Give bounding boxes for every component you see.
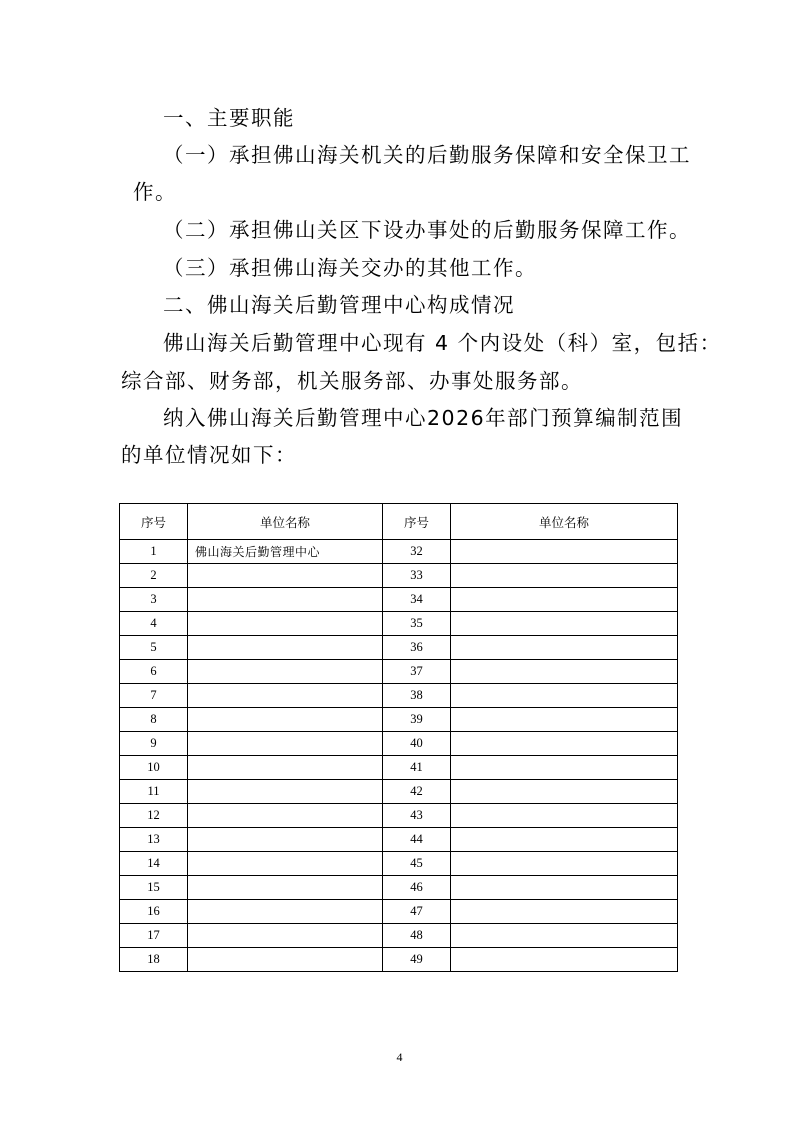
row-seq-right: 43 — [383, 804, 451, 828]
row-seq-left: 14 — [120, 852, 188, 876]
row-unit-name-left — [188, 804, 383, 828]
row-unit-name-right — [451, 708, 678, 732]
units-table — [119, 503, 678, 972]
row-seq-right: 49 — [383, 948, 451, 972]
row-seq-left: 10 — [120, 756, 188, 780]
row-seq-right: 36 — [383, 636, 451, 660]
table-row — [120, 900, 678, 924]
row-seq-left: 3 — [120, 588, 188, 612]
row-seq-left: 7 — [120, 684, 188, 708]
row-unit-name-right — [451, 540, 678, 564]
row-unit-name-right — [451, 828, 678, 852]
row-unit-name-right — [451, 948, 678, 972]
function-item-1-line-2: 作。 — [133, 180, 177, 204]
row-unit-name-left — [188, 948, 383, 972]
row-unit-name-left — [188, 876, 383, 900]
row-seq-left: 5 — [120, 636, 188, 660]
table-row — [120, 684, 678, 708]
row-seq-left: 2 — [120, 564, 188, 588]
table-header-row — [120, 504, 678, 540]
row-unit-name-left: 佛山海关后勤管理中心 — [188, 540, 383, 564]
row-seq-right: 42 — [383, 780, 451, 804]
row-unit-name-left — [188, 852, 383, 876]
row-unit-name-right — [451, 924, 678, 948]
row-unit-name-right — [451, 732, 678, 756]
row-unit-name-left — [188, 900, 383, 924]
table-row — [120, 540, 678, 564]
table-row — [120, 948, 678, 972]
table-row — [120, 828, 678, 852]
row-unit-name-left — [188, 660, 383, 684]
composition-text-line-2: 综合部、财务部，机关服务部、办事处服务部。 — [121, 369, 583, 393]
row-unit-name-left — [188, 564, 383, 588]
page-number: 4 — [396, 1050, 403, 1064]
row-unit-name-right — [451, 564, 678, 588]
row-seq-left: 6 — [120, 660, 188, 684]
header-seq-right: 序号 — [383, 504, 451, 540]
section-heading-main-functions: 一、主要职能 — [163, 106, 295, 130]
row-seq-right: 37 — [383, 660, 451, 684]
row-seq-right: 40 — [383, 732, 451, 756]
function-item-1-line-1: （一）承担佛山海关机关的后勤服务保障和安全保卫工 — [163, 143, 691, 167]
header-unit-name-left: 单位名称 — [188, 504, 383, 540]
row-seq-right: 41 — [383, 756, 451, 780]
row-unit-name-right — [451, 636, 678, 660]
table-row — [120, 588, 678, 612]
row-unit-name-left — [188, 684, 383, 708]
table-row — [120, 564, 678, 588]
row-unit-name-right — [451, 756, 678, 780]
units-table-body — [120, 540, 678, 972]
row-seq-right: 47 — [383, 900, 451, 924]
row-unit-name-right — [451, 684, 678, 708]
table-row — [120, 708, 678, 732]
row-unit-name-right — [451, 780, 678, 804]
scope-text-line-2: 的单位情况如下： — [121, 443, 297, 467]
row-seq-right: 48 — [383, 924, 451, 948]
function-item-3: （三）承担佛山海关交办的其他工作。 — [163, 256, 537, 280]
row-unit-name-right — [451, 660, 678, 684]
row-seq-left: 15 — [120, 876, 188, 900]
table-row — [120, 804, 678, 828]
row-unit-name-right — [451, 900, 678, 924]
row-seq-left: 16 — [120, 900, 188, 924]
row-seq-left: 1 — [120, 540, 188, 564]
row-unit-name-left — [188, 612, 383, 636]
row-unit-name-left — [188, 924, 383, 948]
row-seq-right: 32 — [383, 540, 451, 564]
table-row — [120, 924, 678, 948]
row-seq-right: 46 — [383, 876, 451, 900]
row-seq-left: 12 — [120, 804, 188, 828]
table-row — [120, 636, 678, 660]
row-seq-left: 8 — [120, 708, 188, 732]
row-seq-right: 44 — [383, 828, 451, 852]
table-row — [120, 852, 678, 876]
table-row — [120, 876, 678, 900]
row-seq-right: 33 — [383, 564, 451, 588]
row-seq-right: 38 — [383, 684, 451, 708]
row-seq-right: 39 — [383, 708, 451, 732]
row-seq-right: 34 — [383, 588, 451, 612]
table-row — [120, 732, 678, 756]
table-row — [120, 660, 678, 684]
section-heading-composition: 二、佛山海关后勤管理中心构成情况 — [163, 293, 515, 317]
row-unit-name-left — [188, 588, 383, 612]
row-seq-left: 17 — [120, 924, 188, 948]
row-seq-left: 4 — [120, 612, 188, 636]
row-unit-name-right — [451, 612, 678, 636]
function-item-2: （二）承担佛山关区下设办事处的后勤服务保障工作。 — [163, 218, 691, 242]
row-seq-left: 11 — [120, 780, 188, 804]
row-unit-name-left — [188, 756, 383, 780]
row-unit-name-right — [451, 804, 678, 828]
header-unit-name-right: 单位名称 — [451, 504, 678, 540]
row-unit-name-left — [188, 732, 383, 756]
row-unit-name-right — [451, 852, 678, 876]
row-unit-name-left — [188, 780, 383, 804]
row-seq-right: 35 — [383, 612, 451, 636]
table-row — [120, 780, 678, 804]
row-unit-name-left — [188, 636, 383, 660]
row-unit-name-left — [188, 828, 383, 852]
row-seq-left: 9 — [120, 732, 188, 756]
composition-text-line-1: 佛山海关后勤管理中心现有 4 个内设处（科）室，包括： — [163, 331, 722, 355]
scope-text-line-1: 纳入佛山海关后勤管理中心2026年部门预算编制范围 — [163, 406, 684, 430]
row-seq-left: 18 — [120, 948, 188, 972]
row-seq-left: 13 — [120, 828, 188, 852]
row-unit-name-right — [451, 876, 678, 900]
table-row — [120, 612, 678, 636]
row-unit-name-left — [188, 708, 383, 732]
row-unit-name-right — [451, 588, 678, 612]
header-seq-left: 序号 — [120, 504, 188, 540]
table-row — [120, 756, 678, 780]
row-seq-right: 45 — [383, 852, 451, 876]
